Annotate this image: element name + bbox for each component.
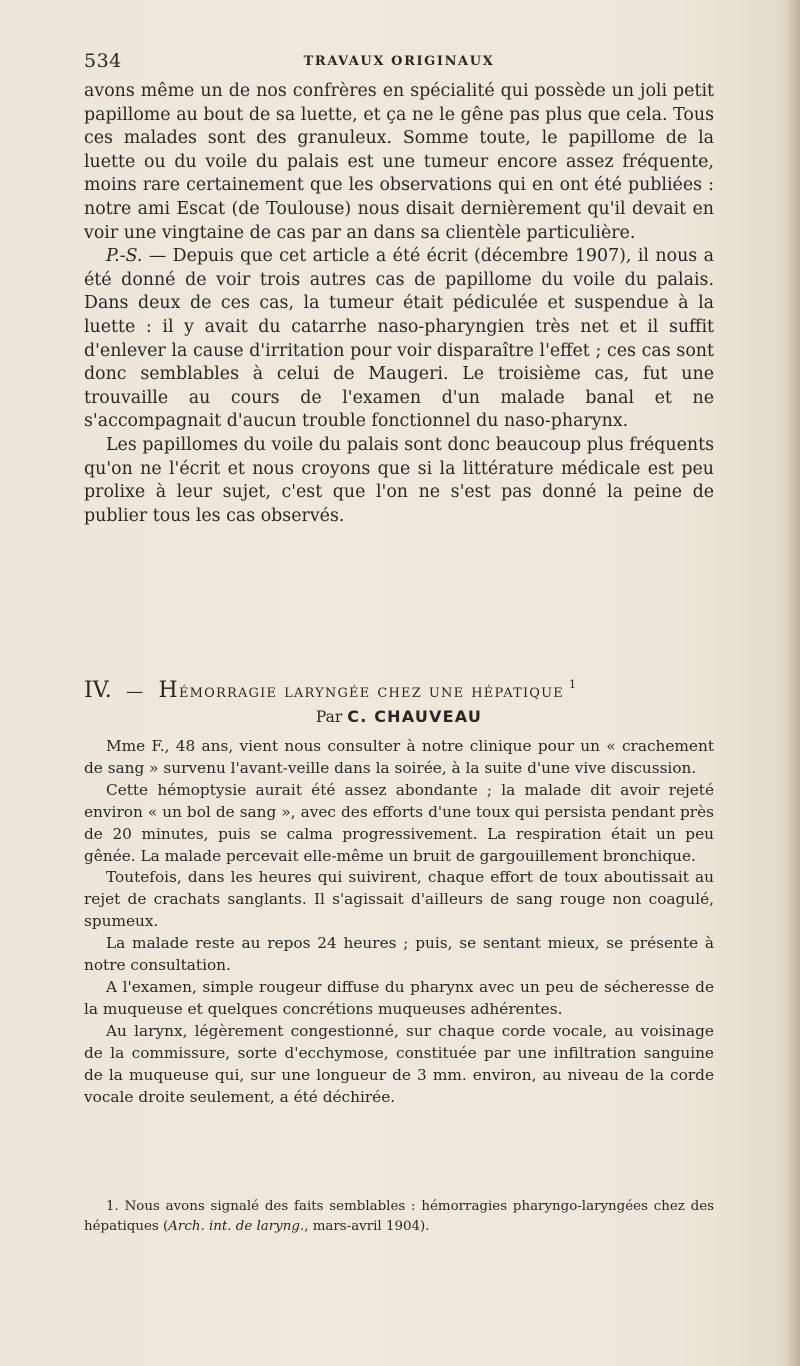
page-edge-shadow xyxy=(786,0,800,1366)
postscript-text: — Depuis que cet article a été écrit (décembre 1907), il nous a été donné de voir trois autres cas de papillome du voile du palais. Dans deux de ces cas, la tumeur était pédiculée et suspendue à la luette : il y avait du catarrhe naso-pharyngien très net et il suffit d'enlever la cause d'irritation pour voir disparaître l'effet ; ces cas sont donc semblables à celui de Maugeri. Le troisième cas, fut une trouvaille au cours de l'examen d'un malade banal et ne s'accompagnait d'aucun trouble fonctionnel du naso-pharynx. xyxy=(84,246,715,432)
footnote-journal: Arch. int. de laryng. xyxy=(168,1218,305,1234)
page-number: 534 xyxy=(84,50,122,72)
case-paragraph: La malade reste au repos 24 heures ; puis, se sentant mieux, se présente à notre consultation. xyxy=(84,934,714,975)
heading-dash: — xyxy=(126,682,145,702)
footnote-text-end: , mars-avril 1904). xyxy=(304,1218,430,1234)
case-paragraph: Au larynx, légèrement congestionné, sur chaque corde vocale, au voisinage de la commissure, sorte d'ecchymose, constituée par une infiltration sanguine de la muqueuse qui, sur une longueur de 3 mm. environ, au niveau de la corde vocale droite seulement, a été déchirée. xyxy=(84,1021,714,1106)
footnote-number: 1. xyxy=(106,1199,119,1214)
footnote-reference: 1 xyxy=(568,678,577,692)
case-paragraph: A l'examen, simple rougeur diffuse du pharynx avec un peu de sécheresse de la muqueuse et quelques concrétions muqueuses adhérentes. xyxy=(84,977,714,1018)
byline xyxy=(84,707,714,726)
footnote xyxy=(84,1197,714,1236)
section-title-rest: émorragie laryngée chez une hépatique xyxy=(178,681,564,702)
case-text: F., 48 ans, vient nous consulter à notre clinique pour un « crachement de sang » survenu l'avant-veille dans la soirée, à la suite d'une vive discussion. xyxy=(84,737,714,777)
paragraph: Les papillomes du voile du palais sont donc beaucoup plus fréquents qu'on ne l'écrit et nous croyons que si la littérature médicale est peu prolixe à leur sujet, c'est que l'on ne s'est pas donné la peine de publier tous les cas observés. xyxy=(84,434,714,526)
case-paragraph: Toutefois, dans les heures qui suivirent, chaque effort de toux aboutissait au rejet de crachats sanglants. Il s'agissait d'ailleurs de sang rouge non coagulé, spumeux. xyxy=(84,868,714,931)
byline-prefix: Par xyxy=(315,708,343,726)
running-head: TRAVAUX ORIGINAUX xyxy=(303,54,495,69)
section-title xyxy=(158,678,564,703)
case-paragraph xyxy=(84,736,714,780)
salutation: Mme xyxy=(106,737,146,755)
paragraph: avons même un de nos confrères en spécialité qui possède un joli petit papillome au bout de sa luette, et ça ne le gêne pas plus que cela. Tous ces malades sont des granuleux. Somme toute, le papillome de la luette ou du voile du palais est une tumeur encore assez fréquente, moins rare certainement que les observations qui en ont été publiées : notre ami Escat (de Toulouse) nous disait dernièrement qu'il devait en voir une vingtaine de cas par an dans sa clientèle particulière. xyxy=(84,81,714,243)
page-header xyxy=(84,50,714,76)
section-heading xyxy=(84,678,714,703)
case-report xyxy=(84,736,714,1108)
section-number: IV. xyxy=(84,678,112,703)
postscript-paragraph xyxy=(84,245,714,434)
author-name: C. CHAUVEAU xyxy=(347,707,483,726)
section-title-initial: H xyxy=(158,678,179,703)
footnote-text: Nous avons signalé des faits semblables : hémorragies pharyngo-laryngées chez des hépatiques ( xyxy=(84,1199,714,1234)
case-paragraph: Cette hémoptysie aurait été assez abondante ; la malade dit avoir rejeté environ « un bol de sang », avec des efforts d'une toux qui persista pendant près de 20 minutes, puis se calma progressivement. La respiration était un peu gênée. La malade percevait elle-même un bruit de gargouillement bronchique. xyxy=(84,780,714,865)
article-continuation xyxy=(84,80,714,528)
postscript-label: P.-S. xyxy=(106,246,143,267)
